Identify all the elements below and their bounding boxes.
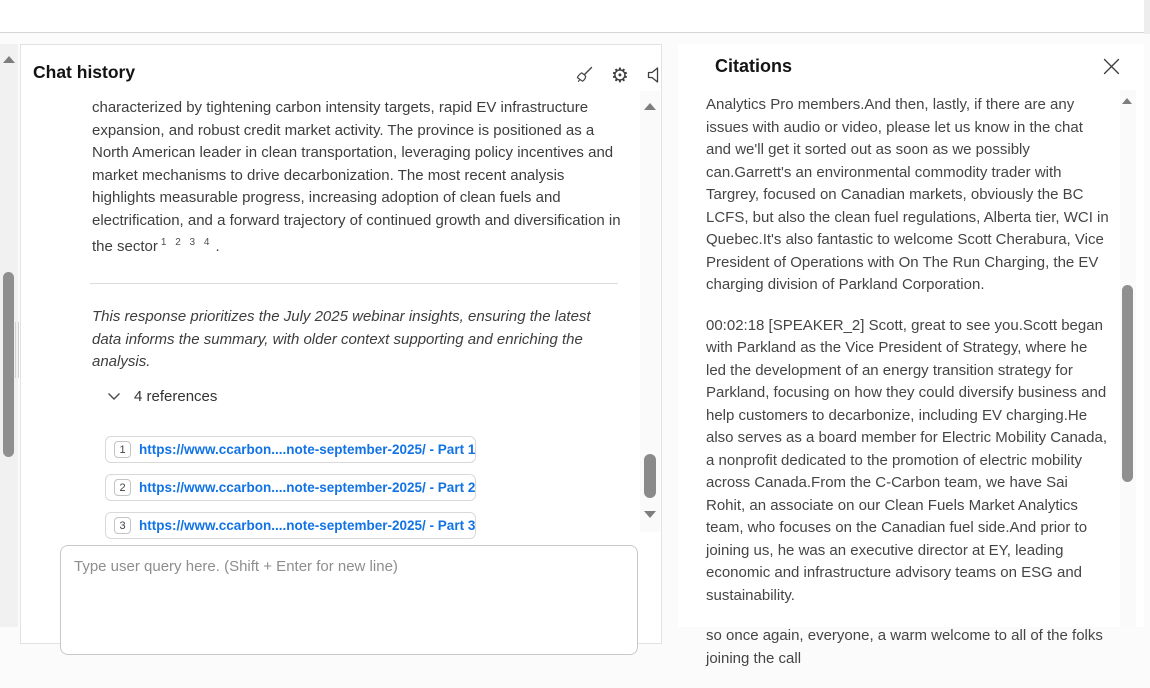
scroll-down-arrow-icon[interactable] <box>644 511 656 518</box>
close-icon <box>1103 58 1120 75</box>
assistant-message-text: characterized by tightening carbon intensity targets, rapid EV infrastructure expansion, and robust credit market activity. The province is positioned as a North American leader in clean transportation, leveraging policy incentives and market mechanisms to drive decarbonization. The most recent analysis highlights measurable progress, increasing adoption of clean fuels and electrification, and a forward trajectory of continued growth and diversification in the sector <box>92 99 621 255</box>
chevron-down-icon <box>107 392 121 401</box>
clear-chat-button[interactable] <box>572 64 594 86</box>
chat-scrollbar[interactable] <box>640 91 660 532</box>
citations-scrollbar[interactable] <box>1120 90 1136 627</box>
settings-button[interactable] <box>609 64 631 86</box>
audio-button[interactable] <box>643 64 665 86</box>
citations-text <box>706 94 1109 688</box>
citation-superscripts[interactable]: 1 2 3 4 <box>160 237 213 248</box>
reference-url[interactable]: https://www.ccarbon....note-september-2025/ - Part 3 <box>139 518 476 533</box>
scroll-up-arrow-icon[interactable] <box>1122 98 1132 104</box>
references-toggle[interactable] <box>107 388 217 405</box>
citation-paragraph: 00:02:18 [SPEAKER_2] Scott, great to see you.Scott began with Parkland as the Vice President of Strategy, where he led the development of an energy transition strategy for Parkland, focusing on how they could diversify business and help customers to decarbonize, including EV charging.He also serves as a board member for Electric Mobility Canada, a nonprofit dedicated to the promotion of electric mobility across Canada.From the C-Carbon team, we have Sai Rohit, an associate on our Clean Fuels Market Analytics team, who focuses on the Canadian fuel side.And prior to joining us, he was an executive director at EY, leading economic and infrastructure advisory teams on ESG and sustainability. <box>706 316 1108 604</box>
reference-url[interactable]: https://www.ccarbon....note-september-2025/ - Part 1 <box>139 442 476 457</box>
chat-message-area <box>21 91 661 532</box>
citations-title: Citations <box>715 56 793 76</box>
citation-paragraph-clipped: so once again, everyone, a warm welcome to all of the folks joining the call <box>706 627 1103 667</box>
speaker-icon <box>644 65 664 85</box>
citations-panel <box>678 44 1144 667</box>
references-toggle-label: 4 references <box>134 388 218 405</box>
top-bar-edge <box>1144 0 1150 34</box>
reference-link-1[interactable] <box>105 436 476 463</box>
page-scrollbar-thumb[interactable] <box>3 272 14 457</box>
citation-paragraph: Analytics Pro members.And then, lastly, if there are any issues with audio or video, please let us know in the chat and we'll get it sorted out as soon as we possibly can.Garrett's an environmental commodity trader with Targrey, focused on Canadian markets, obviously the BC LCFS, but also the clean fuel regulations, Alberta tier, WCI in Quebec.It's also fantastic to welcome Scott Cherabura, Vice President of Operations with On The Run Charging, the EV charging division of Parkland Corporation. <box>706 96 1109 293</box>
reference-link-3[interactable] <box>105 512 476 539</box>
top-bar <box>0 0 1144 33</box>
scroll-up-arrow-icon[interactable] <box>3 56 15 63</box>
citations-scrollbar-thumb[interactable] <box>1122 285 1133 482</box>
message-divider <box>90 283 618 284</box>
assistant-message <box>92 97 622 259</box>
query-input[interactable] <box>60 545 638 655</box>
chat-history-title: Chat history <box>33 62 136 82</box>
panel-resize-grip[interactable] <box>15 322 19 378</box>
broom-icon <box>573 65 594 86</box>
close-citations-button[interactable] <box>1100 55 1122 77</box>
chat-scrollbar-thumb[interactable] <box>644 454 656 498</box>
reference-number-badge: 3 <box>114 517 131 534</box>
scroll-up-arrow-icon[interactable] <box>644 103 656 110</box>
reference-link-2[interactable] <box>105 474 476 501</box>
assistant-message-period: . <box>215 238 220 255</box>
reference-url[interactable]: https://www.ccarbon....note-september-2025/ - Part 2 <box>139 480 476 495</box>
chat-history-panel <box>20 44 662 644</box>
response-note-italic: This response prioritizes the July 2025 webinar insights, ensuring the latest data informs the summary, with older context supporting and enriching the analysis. <box>92 308 591 370</box>
reference-number-badge: 1 <box>114 441 131 458</box>
reference-number-badge: 2 <box>114 479 131 496</box>
gear-icon: ⚙ <box>611 63 629 87</box>
